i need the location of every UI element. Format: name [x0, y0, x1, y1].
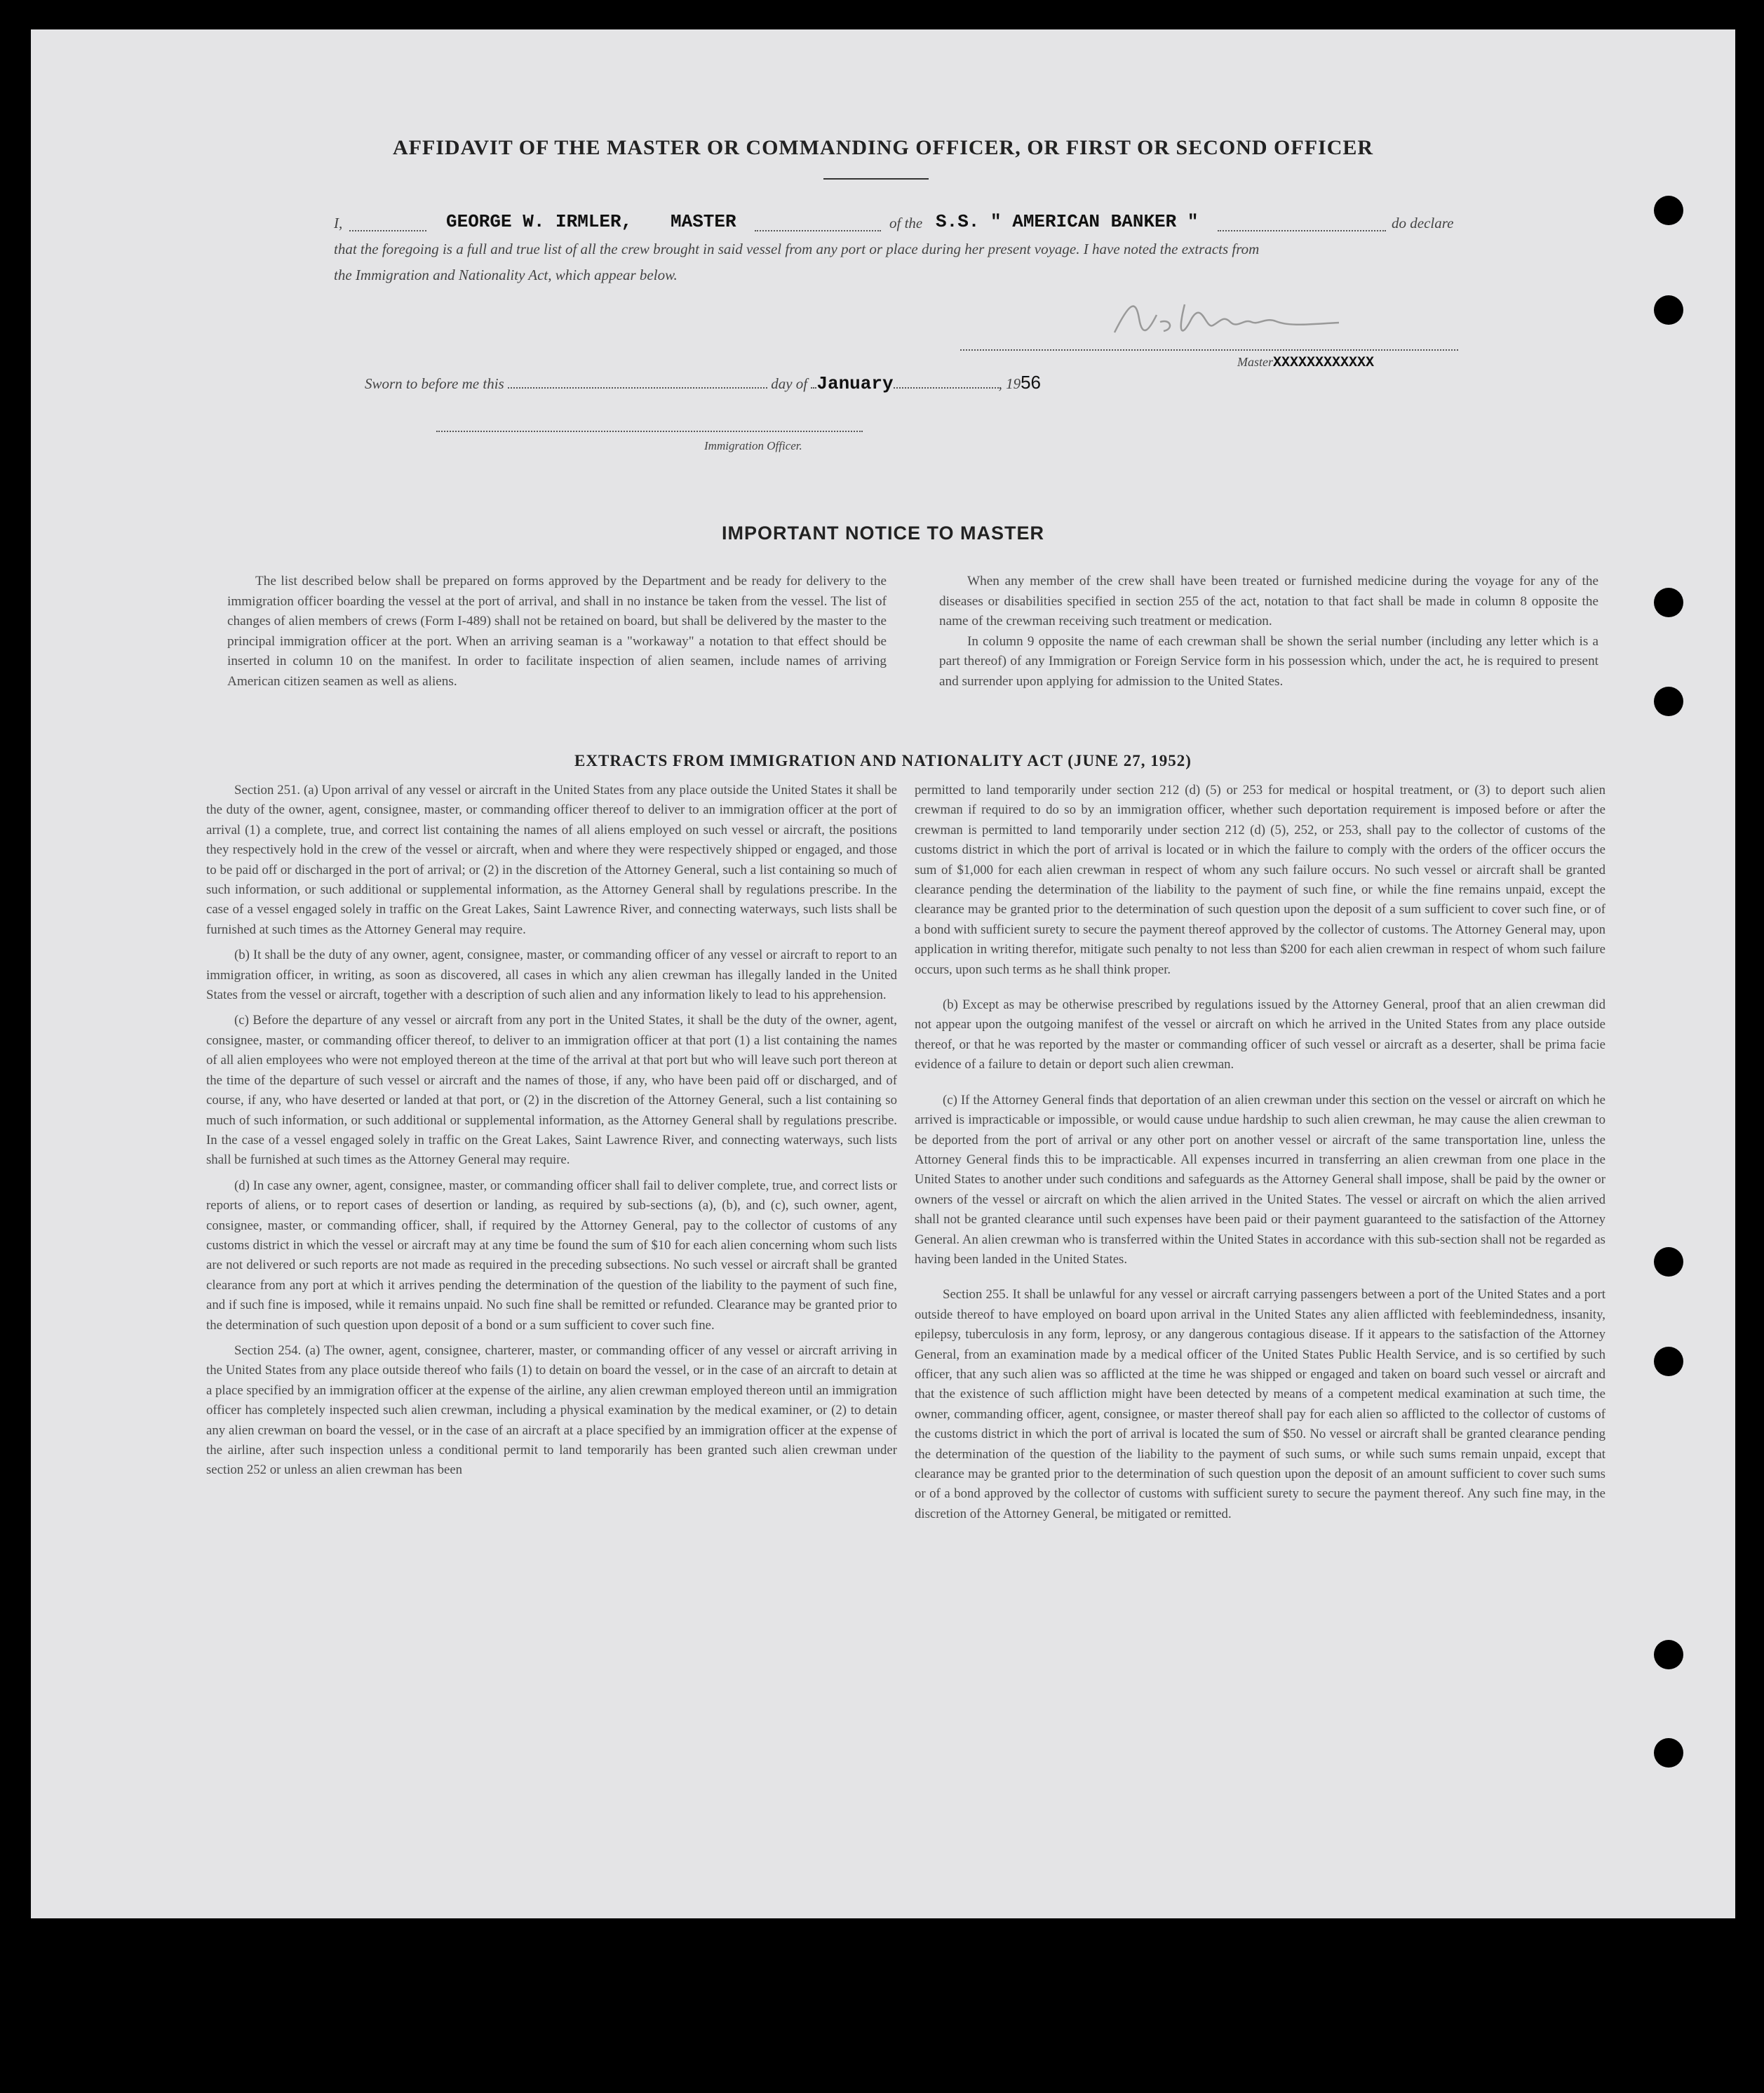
title-rule	[823, 178, 929, 180]
extracts-left-column	[206, 781, 897, 1486]
notice-right: When any member of the crew shall have been treated or furnished medicine during the voyage for any of the diseases or disabilities specified in section 255 of the act, notation to that fact shall be made in column 8 opposite the name of the crewman receiving such treatment or medication. In column 9 opposite the name of each crewman shall be shown the serial number (including any letter which is a part thereof) of any Immigration or Foreign Service form in his possession which, under the act, he is required to present and surrender upon applying for admission to the United States.	[939, 574, 1598, 689]
notice-left: The list described below shall be prepared on forms approved by the Department and be ready for delivery to the immigration officer boarding the vessel at the port of arrival, and shall in no instance be taken from the vessel. The list of changes of alien members of crews (Form I-489) shall not be retained on board, but shall be delivered by the master to the principal immigration officer at the port. When an arriving seaman is a "workaway" a notation to that effect should be inserted in column 10 on the manifest. In order to facilitate inspection of alien seamen, include names of arriving American citizen seamen as well as aliens.	[227, 574, 887, 689]
struck-title: XXXXXXXXXXXX	[1273, 355, 1375, 371]
section-254a-cont: permitted to land temporarily under section 212 (d) (5) or 253 for medical or hospital treatment, or (3) to deport such alien crewman if required to do so by an immigration officer, whether such deportation requirement is imposed before or after the crewman is permitted to land temporarily under section 212 (d) (5), 252, or 253, shall pay to the collector of customs of the customs district in which the port of arrival is located or in which the failure to comply with the orders of the officer occurs the sum of $1,000 for each alien crewman in respect of whom any such failure occurs. No such vessel or aircraft shall be granted clearance pending the determination of the liability to the payment of such fine, or while the fine remains unpaid, except the clearance may be granted prior to the determination of such question upon the deposit of a sum sufficient to cover such fine, or of a bond with sufficient surety to secure the payment thereof approved by the collector of customs. The Attorney General may, upon application in writing therefor, mitigate such penalty to not less than $200 for each alien crewman in respect of whom such failure occurs, upon such terms as he shall think proper.	[915, 783, 1605, 977]
do-declare-label: do declare	[1392, 215, 1454, 231]
officer-label: Immigration Officer.	[704, 439, 802, 452]
section-251c: (c) Before the departure of any vessel or aircraft from any port in the United States, it shall be the duty of the owner, agent, consignee, master, or commanding officer thereof, to deliver to an immigration officer at that port (1) a list containing the names of all alien employees who were not employed thereon at the time of the arrival at that port but who will leave such port thereon at the time of the departure of such vessel or aircraft and the names of those, if any, who have been paid off or discharged, and of course, if any, who have deserted or landed at that port, or (2) in the discretion of the Attorney General, such a list containing so much of such information, or such additional or supplemental information, as the Attorney General shall by regulations prescribe. In the case of a vessel engaged solely in traffic on the Great Lakes, Saint Lawrence River, and connecting waterways, such lists shall be furnished at such times as the Attorney General may require.	[206, 1013, 897, 1168]
section-251d: (d) In case any owner, agent, consignee, master, or commanding officer shall fail to deliver complete, true, and correct lists or reports of aliens, or to report cases of desertion or landing, as required by sub-sections (a), (b), and (c), such owner, agent, consignee, master, or commanding officer, shall, if required by the Attorney General, pay to the collector of customs of any customs district in which the vessel or aircraft may at any time be found the sum of $10 for each alien concerning whom such lists are not delivered or such reports are not made as required in the preceding subsections. No such vessel or aircraft shall be granted clearance from any port at which it arrives pending the determination of the question of the liability to the payment of such fine, and if such fine is imposed, while it remains unpaid. No such fine shall be remitted or refunded. Clearance may be granted prior to the determination of such question upon deposit of a bond or a sum sufficient to cover such fine.	[206, 1178, 897, 1333]
punch-hole	[1654, 687, 1683, 716]
punch-hole	[1654, 1247, 1683, 1277]
of-the-label: of the	[889, 215, 923, 231]
master-name: GEORGE W. IRMLER,	[446, 211, 633, 232]
sworn-year: 56	[1021, 372, 1042, 393]
punch-hole	[1654, 196, 1683, 225]
document-page	[31, 29, 1735, 1918]
sworn-line: Sworn to before me this day of January , 1956	[365, 372, 1042, 394]
declaration-block	[334, 210, 1484, 288]
section-251b: (b) It shall be the duty of any owner, agent, consignee, master, or commanding officer of any vessel or aircraft to report to an immigration officer, in writing, as soon as discovered, all cases in which any alien crewman has illegally landed in the United States from the vessel or aircraft, together with a description of such alien and any information likely to lead to his apprehension.	[206, 948, 897, 1003]
master-label: MasterXXXXXXXXXXXX	[1237, 355, 1375, 371]
section-254b: (b) Except as may be otherwise prescribed by regulations issued by the Attorney General, proof that an alien crewman did not appear upon the outgoing manifest of the vessel or aircraft on which he arrived in the United States from any place outside thereof, or that he was reported by the master or commanding officer of such vessel or aircraft as a deserter, shall be prima facie evidence of a failure to detain or deport such alien crewman.	[915, 997, 1605, 1072]
punch-hole	[1654, 1640, 1683, 1669]
notice-title: IMPORTANT NOTICE TO MASTER	[722, 523, 1044, 544]
punch-hole	[1654, 1738, 1683, 1768]
declaration-line-3: the Immigration and Nationality Act, which appear below.	[334, 267, 678, 283]
sworn-month: January	[816, 373, 894, 394]
signature-line	[960, 330, 1458, 351]
affidavit-title: AFFIDAVIT OF THE MASTER OR COMMANDING OFFICER, OR FIRST OR SECOND OFFICER	[392, 136, 1374, 159]
section-254c: (c) If the Attorney General finds that deportation of an alien crewman under this section on the vessel or aircraft on which he arrived is impracticable or impossible, or would cause undue hardship to such alien crewman, he may cause the alien crewman to be deported from the port of arrival or any other port on another vessel or aircraft of the same transportation line, unless the Attorney General finds this to be impracticable. All expenses incurred in transferring an alien crewman from one place in the United States to another under such conditions and safeguards as the Attorney General shall impose, shall be paid by the owner or owners of the vessel or aircraft on which the alien arrived in the United States. The vessel or aircraft on which the alien arrived shall not be granted clearance until such expenses have been paid or their payment guaranteed to the satisfaction of the Attorney General. An alien crewman who is transferred within the United States in accordance with this sub-section shall not be regarded as having been landed in the United States.	[915, 1092, 1605, 1267]
punch-hole	[1654, 588, 1683, 617]
vessel-name: S.S. " AMERICAN BANKER "	[936, 211, 1199, 232]
extracts-title: EXTRACTS FROM IMMIGRATION AND NATIONALITY ACT (JUNE 27, 1952)	[574, 752, 1192, 769]
punch-hole	[1654, 1347, 1683, 1376]
officer-signature-line	[436, 431, 863, 432]
declaration-line-1	[334, 210, 1484, 236]
declaration-i: I,	[334, 215, 343, 231]
declaration-line-2: that the foregoing is a full and true list of all the crew brought in said vessel from any port or place during her present voyage. I have noted the extracts from	[334, 241, 1260, 257]
master-rank: MASTER	[671, 211, 736, 232]
extracts-right-column	[915, 781, 1605, 1530]
punch-hole	[1654, 295, 1683, 325]
section-251a: Section 251. (a) Upon arrival of any vessel or aircraft in the United States from any place outside the United States it shall be the duty of the owner, agent, consignee, master, or commanding officer thereof to deliver to an immigration officer at the port of arrival (1) a complete, true, and correct list containing the names of all aliens employed on such vessel or aircraft, the positions they respectively hold in the crew of the vessel or aircraft, when and where they were respectively shipped or engaged, and those to be paid off or discharged in the port of arrival; or (2) in the discretion of the Attorney General, such a list containing so much of such information, or such additional or supplemental information, as the Attorney General shall by regulations prescribe. In the case of a vessel engaged solely in traffic on the Great Lakes, Saint Lawrence River, and connecting waterways, such lists shall be furnished at such times as the Attorney General may require.	[206, 783, 897, 937]
section-254a: Section 254. (a) The owner, agent, consignee, charterer, master, or commanding officer of any vessel or aircraft arriving in the United States from any place outside thereof who fails (1) to detain on board the vessel, or in the case of an aircraft to detain at a place specified by an immigration officer at the expense of the airline, any alien crewman employed thereon until an immigration officer has completely inspected such alien crewman, including a physical examination by the medical examiner, or (2) to detain any alien crewman on board the vessel, or in the case of an aircraft at a place specified by an immigration officer at the expense of the airline, after such inspection unless a conditional permit to land temporarily has been granted such alien crewman under section 252 or unless an alien crewman has been	[206, 1342, 897, 1478]
section-255: Section 255. It shall be unlawful for any vessel or aircraft carrying passengers between a port of the United States and a port outside thereof to have employed on board upon arrival in the United States any alien afflicted with feeblemindedness, insanity, epilepsy, tuberculosis in any form, leprosy, or any dangerous contagious disease. If it appears to the satisfaction of the Attorney General, from an examination made by a medical officer of the United States Public Health Service, and is so certified by such officer, that any such alien was so afflicted at the time he was shipped or engaged and taken on board such vessel or aircraft and that the existence of such affliction might have been detected by means of a competent medical examination at such time, the owner, commanding officer, agent, consignee, or master thereof shall pay for each alien so afflicted to the collector of customs of the customs district in which the port of arrival is located the sum of $50. No vessel or aircraft shall be granted clearance pending the determination of the question of the liability to the payment of such sums, or while such sums remain unpaid, except that clearance may be granted prior to the determination of such question upon the deposit of an amount sufficient to cover such sums or of a bond approved by the collector of customs with sufficient surety to secure the payment thereof. Any such fine may, in the discretion of the Attorney General, be mitigated or remitted.	[915, 1287, 1605, 1521]
